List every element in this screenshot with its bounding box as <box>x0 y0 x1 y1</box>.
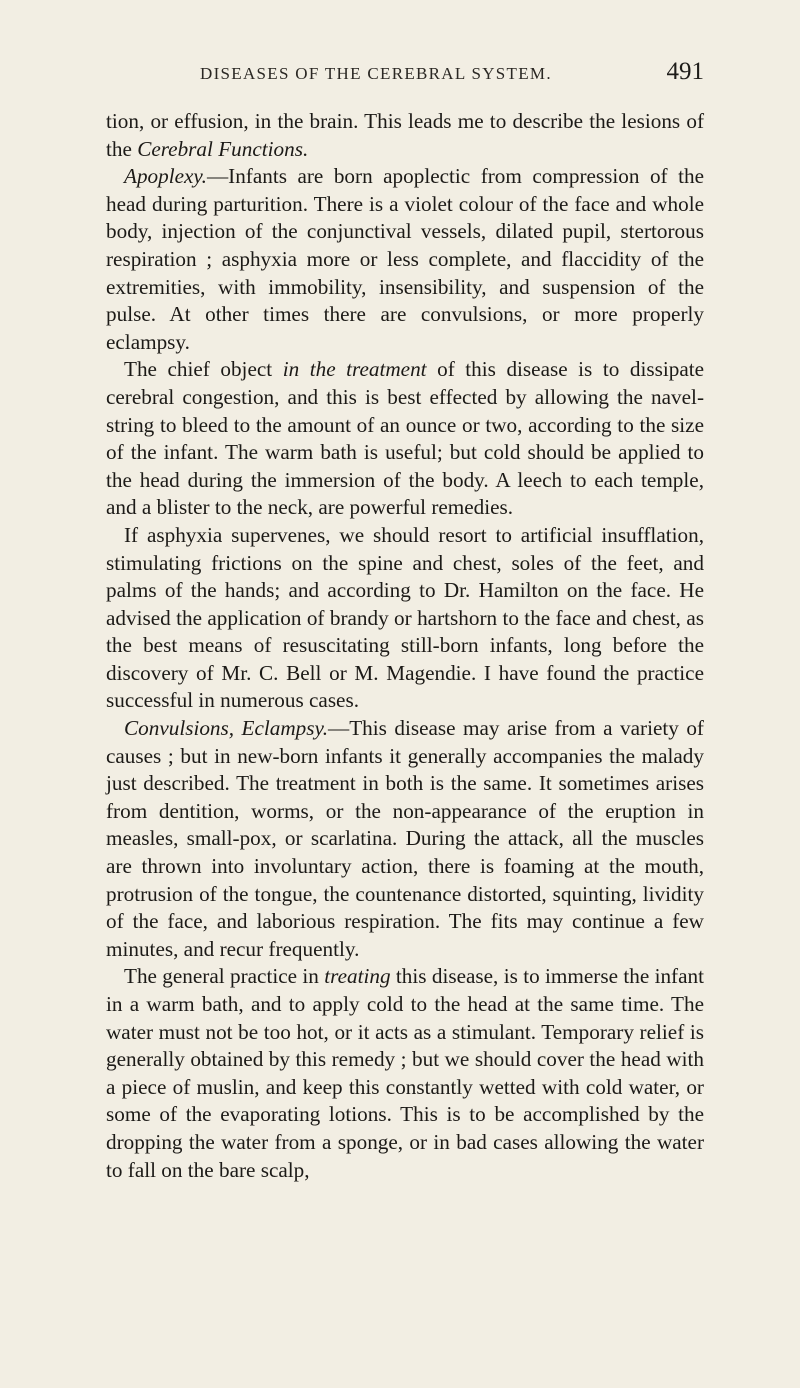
running-head: DISEASES OF THE CEREBRAL SYSTEM. <box>200 64 552 83</box>
paragraph-general-practice: The general practice in treating this disease, is to immerse the infant in a warm bath, and to apply cold to the head at the same time. The water must not be too hot, or it acts as a stimulant. Temporary relief is generally obtained by this remedy ; but we should cover the head with a piece of muslin, and keep this constantly wetted with cold water, or some of the evaporating lotions. This is to be accomplished by the dropping the water from a sponge, or in bad cases allowing the water to fall on the bare scalp, <box>106 964 704 1182</box>
section-heading-convulsions: Convulsions, Eclampsy. <box>124 716 329 741</box>
paragraph-apoplexy: Apoplexy.—Infants are born apoplectic from compression of the head during parturition. There is a violet colour of the face and whole body, injection of the conjunctival vessels, dilated pupil, stertorous respiration ; asphyxia more or less complete, and flaccidity of the extremities, with immobility, insensibility, and suspension of the pulse. At other times there are convulsions, or more properly eclampsy. <box>106 164 704 354</box>
paragraph-treatment: The chief object in the treatment of this disease is to dissipate cerebral congestion, and this is best effected by allowing the navel-string to bleed to the amount of an ounce or two, according to the size of the infant. The warm bath is useful; but cold should be applied to the head during the immersion of the body. A leech to each temple, and a blister to the neck, are powerful remedies. <box>106 357 705 520</box>
paragraph-convulsions: Convulsions, Eclampsy.—This disease may arise from a variety of causes ; but in new-born infants it generally accompanies the malady just described. The treatment in both is the same. It sometimes arises from dentition, worms, or the non-appearance of the eruption in measles, small-pox, or scarlatina. During the attack, all the muscles are thrown into involuntary action, there is foaming at the mouth, protrusion of the tongue, the countenance distorted, squinting, lividity of the face, and laborious respiration. The fits may continue a few minutes, and recur frequently. <box>106 716 704 961</box>
paragraph-1: tion, or effusion, in the brain. This leads me to describe the lesions of the Cerebral Functions. <box>106 109 704 161</box>
section-heading-apoplexy: Apoplexy. <box>124 164 207 189</box>
body-text <box>106 108 704 1184</box>
page-number: 491 <box>666 58 704 85</box>
paragraph-asphyxia: If asphyxia supervenes, we should resort to artificial insufflation, stimulating frictions on the spine and chest, soles of the feet, and palms of the hands; and according to Dr. Hamilton on the face. He advised the application of brandy or hartshorn to the face and chest, as the best means of resuscitating still-born infants, long before the discovery of Mr. C. Bell or M. Magendie. I have found the practice successful in numerous cases. <box>106 522 704 713</box>
page-header <box>106 58 704 98</box>
